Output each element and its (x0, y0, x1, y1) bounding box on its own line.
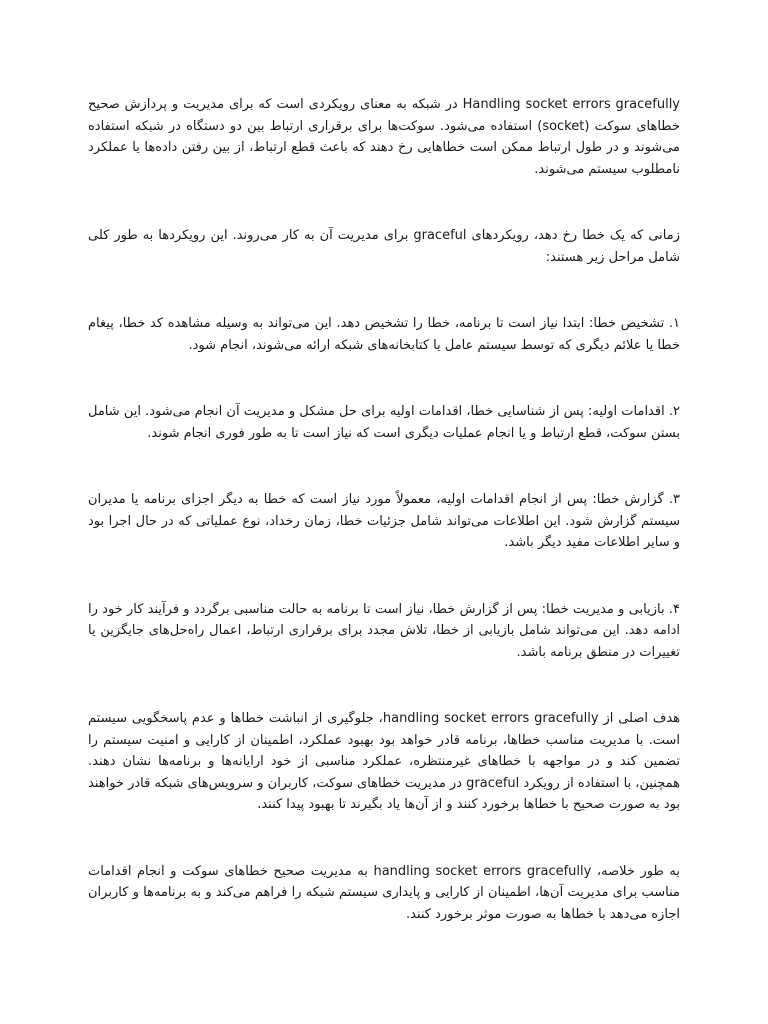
document-body (88, 88, 680, 970)
paragraph-intro: Handling socket errors gracefully در شبکه به معنای رویکردی است که برای مدیریت و پردازش صحیح خطاهای سوکت (socket) استفاده می‌شود. سوکت‌ها برای برقراری ارتباط بین دو دستگاه در شبکه استفاده می‌شوند و در طول ارتباط ممکن است خطاهایی رخ دهند که باعث قطع ارتباط، از بین رفتن داده‌ها یا عملکرد نامطلوب سیستم می‌شوند. (88, 97, 680, 177)
paragraph-main-goal: هدف اصلی از handling socket errors gracefully، جلوگیری از انباشت خطاها و عدم پاسخگویی سیستم است. با مدیریت مناسب خطاها، برنامه قادر خواهد بود بهبود عملکرد، اطمینان از کارایی و امنیت سیستم را تضمین کند و در مواجهه با خطاهای غیرمنتظره، عملکرد مناسبی از خود ارایانه‌ها و برنامه‌ها نشان دهند. همچنین، با استفاده از رویکرد graceful در مدیریت خطاهای سوکت، کاربران و سرویس‌های شبکه قادر خواهند بود به صورت صحیح با خطاها برخورد کنند و از آن‌ها یاد بگیرند تا بهبود پیدا کنند. (88, 711, 680, 812)
paragraph-step-3-report: ۳. گزارش خطا: پس از انجام اقدامات اولیه، معمولاً مورد نیاز است که خطا به دیگر اجزای برنامه یا مدیران سیستم گزارش شود. این اطلاعات می‌تواند شامل جزئیات خطا، زمان رخداد، نوع عملیاتی که در حال اجرا بود و سایر اطلاعات مفید دیگر باشد. (88, 492, 680, 550)
paragraph-summary: به طور خلاصه، handling socket errors gracefully به مدیریت صحیح خطاهای سوکت و انجام اقدامات مناسب برای مدیریت آن‌ها، اطمینان از کارایی و پایداری سیستم شبکه را فراهم می‌کند و به برنامه‌ها و کاربران اجازه می‌دهد با خطاها به صورت موثر برخورد کنند. (88, 863, 681, 922)
paragraph-step-4-recovery: ۴. بازیابی و مدیریت خطا: پس از گزارش خطا، نیاز است تا برنامه به حالت مناسبی برگردد و فرآیند کار خود را ادامه دهد. این می‌تواند شامل بازیابی از خطا، تلاش مجدد برای برقراری ارتباط، اعمال راه‌حل‌های جایگزین یا تغییرات در منطق برنامه باشد. (88, 601, 680, 660)
paragraph-step-2-initial-actions: ۲. اقدامات اولیه: پس از شناسایی خطا، اقدامات اولیه برای حل مشکل و مدیریت آن انجام می‌شود. این شامل بستن سوکت، قطع ارتباط و یا انجام عملیات دیگری است که نیاز است تا به طور فوری انجام شوند. (88, 404, 680, 441)
paragraph-graceful-approaches: زمانی که یک خطا رخ دهد، رویکردهای graceful برای مدیریت آن به کار می‌روند. این رویکردها به طور کلی شامل مراحل زیر هستند: (88, 228, 680, 265)
paragraph-step-1-detect: ۱. تشخیص خطا: ابتدا نیاز است تا برنامه، خطا را تشخیص دهد. این می‌تواند به وسیله مشاهده کد خطا، پیغام خطا یا علائم دیگری که توسط سیستم عامل یا کتابخانه‌های شبکه ارائه می‌شوند، انجام شود. (88, 316, 680, 353)
